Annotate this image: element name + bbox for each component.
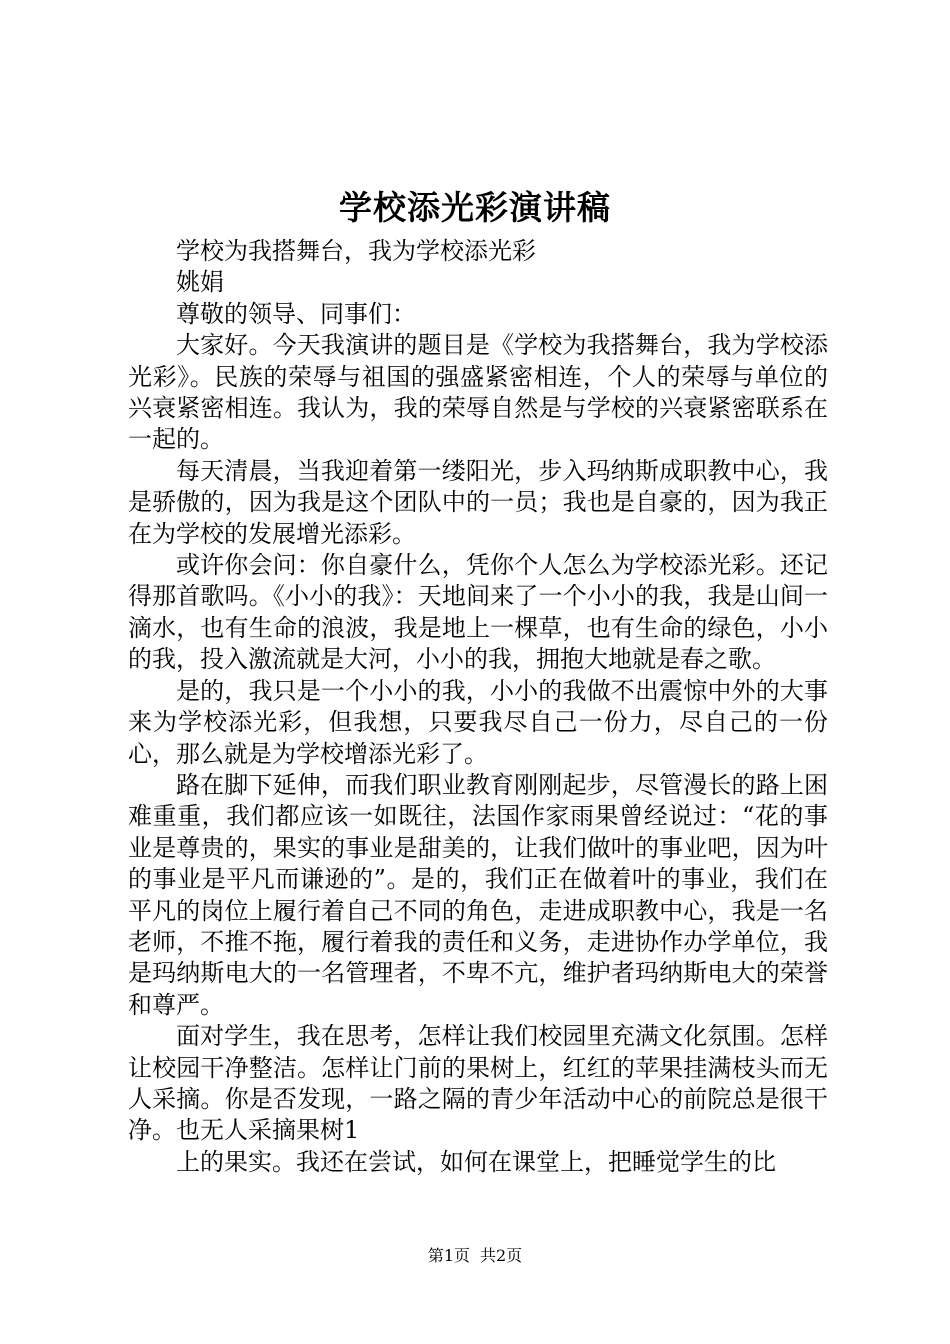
speech-subtitle: 学校为我搭舞台，我为学校添光彩 [176, 237, 536, 265]
salutation: 尊敬的领导、同事们： [176, 299, 416, 328]
page-footer [0, 1244, 950, 1268]
paragraph: 大家好。今天我演讲的题目是《学校为我搭舞台，我为学校添光彩》。民族的荣辱与祖国的强盛紧密相连，个人的荣辱与单位的兴衰紧密相连。我认为，我的荣辱自然是与学校的兴衰紧密联系在一起的。 [128, 331, 828, 454]
paragraph: 路在脚下延伸，而我们职业教育刚刚起步，尽管漫长的路上困难重重，我们都应该一如既往，法国作家雨果曾经说过：“花的事业是尊贵的，果实的事业是甜美的，让我们做叶的事业吧，因为叶的事业是平凡而谦逊的”。是的，我们正在做着叶的事业，我们在平凡的岗位上履行着自己不同的角色，走进成职教中心，我是一名老师，不推不拖，履行着我的责任和义务，走进协作办学单位，我是玛纳斯电大的一名管理者，不卑不亢，维护者玛纳斯电大的荣誉和尊严。 [128, 770, 828, 1019]
page-number: 第1页 [427, 1246, 470, 1265]
paragraph: 或许你会问：你自豪什么，凭你个人怎么为学校添光彩。还记得那首歌吗。《小小的我》：天地间来了一个小小的我，我是山间一滴水，也有生命的浪波，我是地上一棵草，也有生命的绿色，小小的我，投入激流就是大河，小小的我，拥抱大地就是春之歌。 [128, 551, 828, 674]
document-body [128, 236, 828, 1178]
paragraph: 面对学生，我在思考，怎样让我们校园里充满文化氛围。怎样让校园干净整洁。怎样让门前的果树上，红红的苹果挂满枝头而无人采摘。你是否发现，一路之隔的青少年活动中心的前院总是很干净。也无人采摘果树1 [128, 1022, 828, 1145]
paragraph: 每天清晨，当我迎着第一缕阳光，步入玛纳斯成职教中心，我是骄傲的，因为我是这个团队中的一员；我也是自豪的，因为我正在为学校的发展增光添彩。 [128, 456, 828, 548]
page-title: 学校添光彩演讲稿 [339, 188, 611, 227]
paragraph: 上的果实。我还在尝试，如何在课堂上，把睡觉学生的比 [176, 1147, 776, 1176]
paragraph: 是的，我只是一个小小的我，小小的我做不出震惊中外的大事来为学校添光彩，但我想，只要我尽自己一份力，尽自己的一份心，那么就是为学校增添光彩了。 [128, 676, 828, 768]
author-name: 姚娟 [176, 268, 224, 297]
page-total: 共2页 [480, 1246, 523, 1265]
